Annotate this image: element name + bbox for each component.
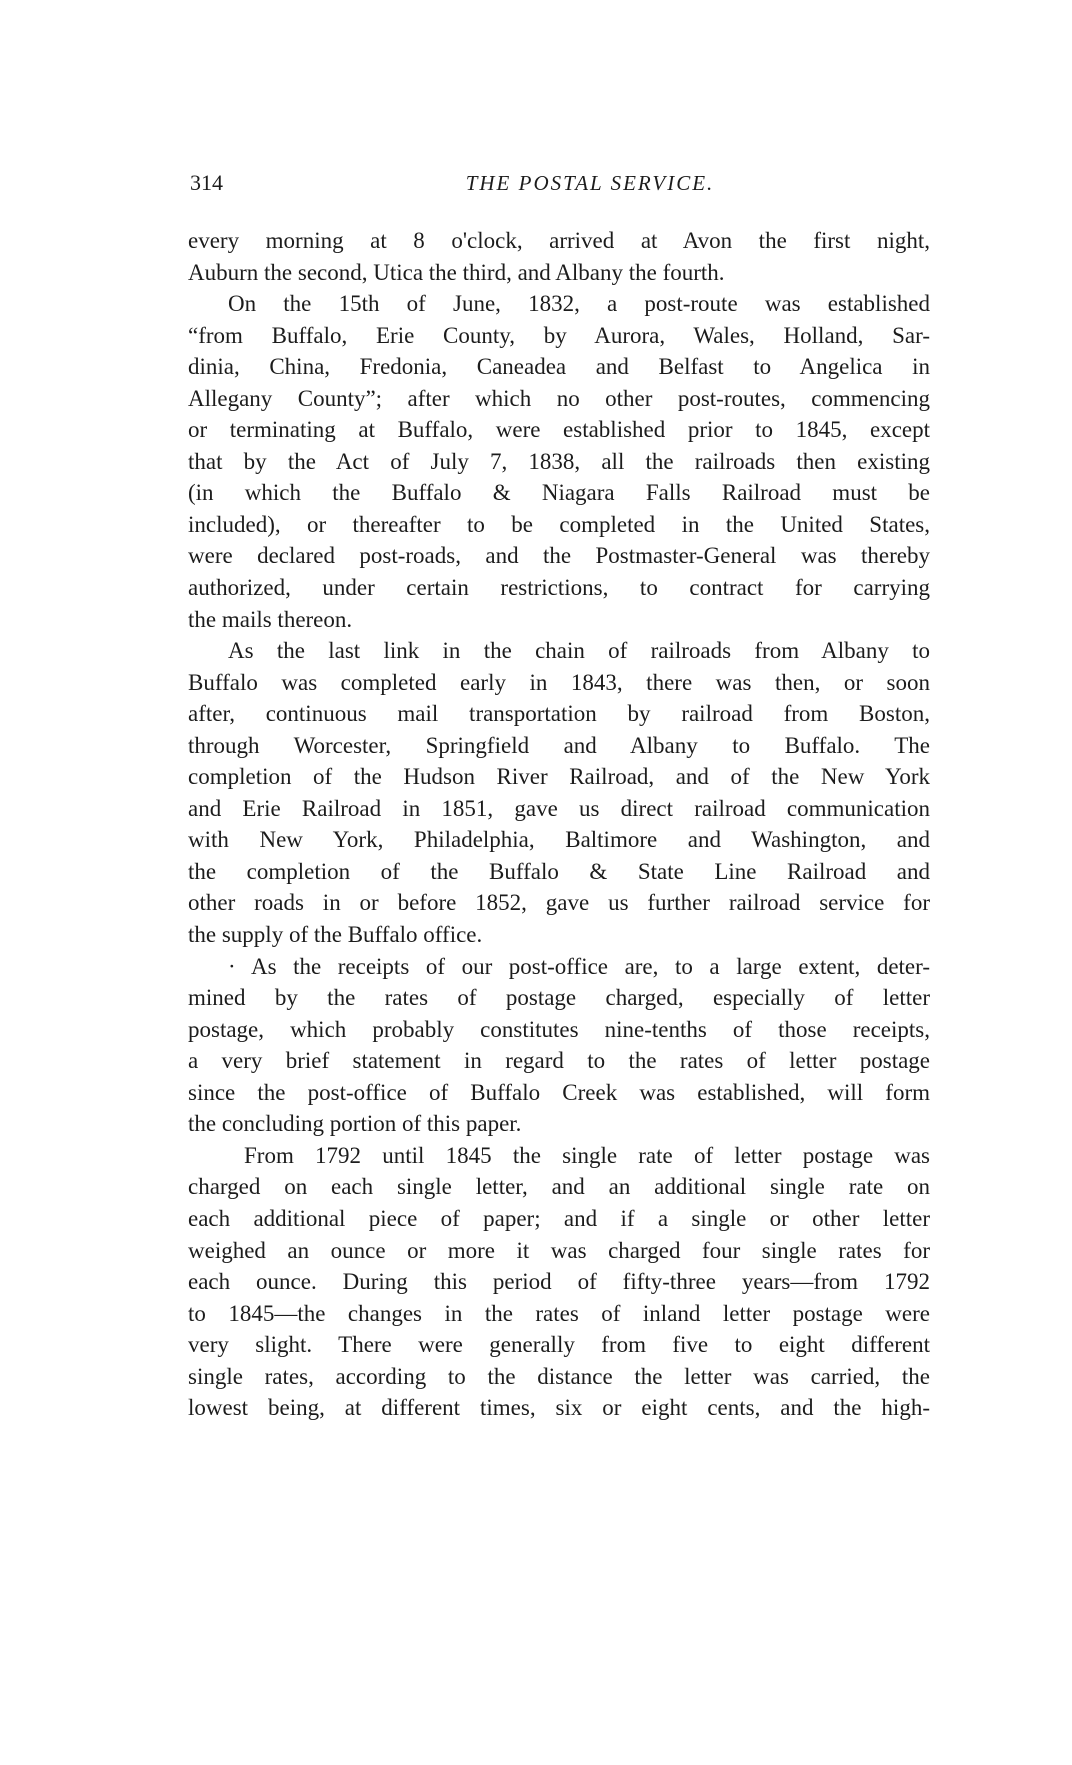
- text-line: authorized, under certain restrictions, to contract for carrying: [188, 575, 930, 601]
- text-line: charged on each single letter, and an additional single rate on: [188, 1174, 930, 1200]
- paragraph-5: [188, 1140, 930, 1424]
- body-text: [188, 225, 930, 1424]
- text-line: · As the receipts of our post-office are, to a large extent, deter-: [228, 953, 930, 979]
- text-line: each ounce. During this period of fifty-three years—from 1792: [188, 1269, 930, 1295]
- paragraph-4: [188, 951, 930, 1140]
- paragraph-2: [188, 288, 930, 635]
- text-line: From 1792 until 1845 the single rate of letter postage was: [244, 1142, 930, 1168]
- text-line: a very brief statement in regard to the rates of letter postage: [188, 1048, 930, 1074]
- text-line: As the last link in the chain of railroads from Albany to: [228, 638, 930, 664]
- text-line: the supply of the Buffalo office.: [188, 922, 483, 948]
- text-line: the concluding portion of this paper.: [188, 1111, 522, 1137]
- text-line: weighed an ounce or more it was charged four single rates for: [188, 1237, 930, 1263]
- paragraph-3: [188, 635, 930, 950]
- text-line: very slight. There were generally from five to eight different: [188, 1332, 930, 1358]
- text-line: “from Buffalo, Erie County, by Aurora, Wales, Holland, Sar-: [188, 322, 930, 348]
- text-line: completion of the Hudson River Railroad, and of the New York: [188, 764, 930, 790]
- text-line: On the 15th of June, 1832, a post-route was established: [228, 291, 930, 317]
- text-line: the mails thereon.: [188, 606, 353, 632]
- text-line: Buffalo was completed early in 1843, there was then, or soon: [188, 669, 930, 695]
- text-line: and Erie Railroad in 1851, gave us direct railroad communication: [188, 795, 930, 821]
- running-title: THE POSTAL SERVICE.: [465, 171, 715, 195]
- paragraph-1: [188, 225, 930, 288]
- page-header: [190, 168, 930, 202]
- text-line: through Worcester, Springfield and Albany to Buffalo. The: [188, 732, 930, 758]
- text-line: dinia, China, Fredonia, Caneadea and Belfast to Angelica in: [188, 354, 930, 380]
- text-line: postage, which probably constitutes nine-tenths of those receipts,: [188, 1016, 930, 1042]
- text-line: other roads in or before 1852, gave us further railroad service for: [188, 890, 930, 916]
- text-line: the completion of the Buffalo & State Line Railroad and: [188, 858, 930, 884]
- text-line: with New York, Philadelphia, Baltimore and Washington, and: [188, 827, 930, 853]
- text-line: mined by the rates of postage charged, especially of letter: [188, 985, 930, 1011]
- text-line: (in which the Buffalo & Niagara Falls Railroad must be: [188, 480, 930, 506]
- text-line: single rates, according to the distance the letter was carried, the: [188, 1363, 930, 1389]
- text-line: included), or thereafter to be completed in the United States,: [188, 511, 930, 537]
- text-line: each additional piece of paper; and if a single or other letter: [188, 1205, 930, 1231]
- text-line: Allegany County”; after which no other post-routes, commencing: [188, 385, 930, 411]
- text-line: since the post-office of Buffalo Creek was established, will form: [188, 1079, 930, 1105]
- text-line: lowest being, at different times, six or eight cents, and the high-: [188, 1395, 930, 1421]
- text-line: or terminating at Buffalo, were established prior to 1845, except: [188, 417, 930, 443]
- text-line: Auburn the second, Utica the third, and Albany the fourth.: [188, 259, 725, 285]
- page-number: 314: [190, 170, 223, 195]
- text-line: every morning at 8 o'clock, arrived at Avon the first night,: [188, 228, 930, 253]
- text-line: to 1845—the changes in the rates of inland letter postage were: [188, 1300, 930, 1326]
- text-line: that by the Act of July 7, 1838, all the railroads then existing: [188, 448, 930, 474]
- text-line: after, continuous mail transportation by railroad from Boston,: [188, 701, 930, 727]
- text-line: were declared post-roads, and the Postmaster-General was thereby: [188, 543, 930, 569]
